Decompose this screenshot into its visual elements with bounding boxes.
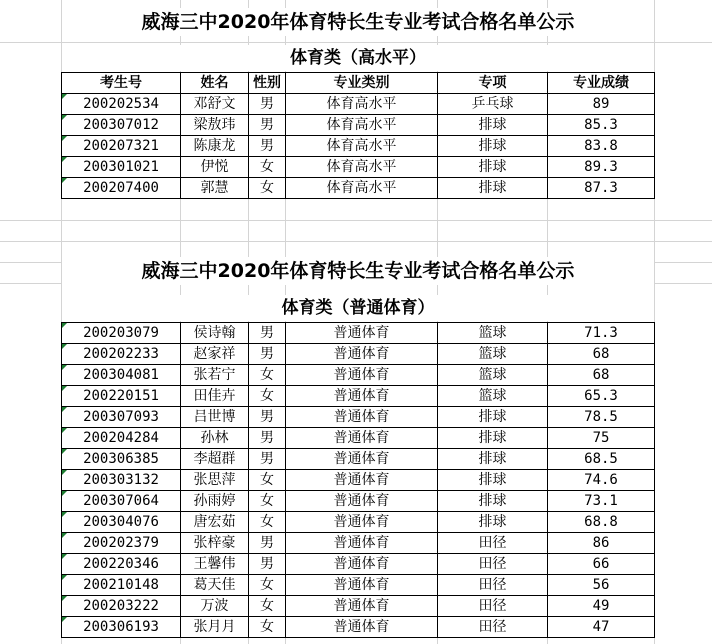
cell-category[interactable]: 普通体育 [286,533,438,554]
cell-exam-id[interactable]: 200307064 [62,491,181,512]
cell-score[interactable]: 68 [548,344,655,365]
cell-sport[interactable]: 排球 [438,407,548,428]
cell-sport[interactable]: 田径 [438,533,548,554]
table-header-row [62,73,655,94]
table-row [62,136,655,157]
cell-sport[interactable]: 排球 [438,428,548,449]
cell-gender[interactable]: 男 [249,115,286,136]
header-name[interactable]: 姓名 [181,73,249,94]
cell-category[interactable]: 普通体育 [286,470,438,491]
cell-name[interactable]: 王馨伟 [181,554,249,575]
table-row [62,178,655,199]
section1-title: 威海三中2020年体育特长生专业考试合格名单公示 [62,8,654,36]
cell-category[interactable]: 普通体育 [286,365,438,386]
cell-name[interactable]: 葛天佳 [181,575,249,596]
sheet-gridline [0,42,712,43]
cell-score[interactable]: 68.5 [548,449,655,470]
cell-category[interactable]: 普通体育 [286,617,438,638]
cell-gender[interactable]: 男 [249,344,286,365]
cell-score[interactable]: 65.3 [548,386,655,407]
cell-exam-id[interactable]: 200304081 [62,365,181,386]
cell-name[interactable]: 孙雨婷 [181,491,249,512]
cell-exam-id[interactable]: 200220346 [62,554,181,575]
cell-score[interactable]: 75 [548,428,655,449]
cell-score[interactable]: 85.3 [548,115,655,136]
cell-name[interactable]: 张月月 [181,617,249,638]
sheet-gridline [0,220,712,221]
table-row [62,533,655,554]
cell-category[interactable]: 体育高水平 [286,94,438,115]
table-row [62,470,655,491]
cell-exam-id[interactable]: 200203079 [62,323,181,344]
table-row [62,407,655,428]
section1-table [61,72,655,199]
table-row [62,554,655,575]
cell-gender[interactable]: 男 [249,407,286,428]
cell-exam-id[interactable]: 200202534 [62,94,181,115]
cell-gender[interactable]: 女 [249,470,286,491]
cell-name[interactable]: 田佳卉 [181,386,249,407]
table-row [62,94,655,115]
cell-exam-id[interactable]: 200210148 [62,575,181,596]
table-row [62,512,655,533]
section1-subtitle: 体育类（高水平） [62,45,654,71]
cell-gender[interactable]: 女 [249,157,286,178]
cell-score[interactable]: 86 [548,533,655,554]
cell-category[interactable]: 普通体育 [286,344,438,365]
table-row [62,157,655,178]
cell-category[interactable]: 体育高水平 [286,136,438,157]
cell-gender[interactable]: 女 [249,386,286,407]
cell-exam-id[interactable]: 200303132 [62,470,181,491]
cell-category[interactable]: 体育高水平 [286,115,438,136]
cell-category[interactable]: 普通体育 [286,575,438,596]
section2-title: 威海三中2020年体育特长生专业考试合格名单公示 [62,257,654,285]
cell-sport[interactable]: 排球 [438,115,548,136]
cell-name[interactable]: 陈康龙 [181,136,249,157]
cell-sport[interactable]: 排球 [438,470,548,491]
section2-subtitle: 体育类（普通体育） [62,295,654,321]
cell-exam-id[interactable]: 200202379 [62,533,181,554]
cell-name[interactable]: 侯诗翰 [181,323,249,344]
cell-score[interactable]: 89.3 [548,157,655,178]
table-row [62,449,655,470]
cell-gender[interactable]: 男 [249,449,286,470]
cell-sport[interactable]: 篮球 [438,386,548,407]
cell-name[interactable]: 万波 [181,596,249,617]
cell-name[interactable]: 赵家祥 [181,344,249,365]
table-row [62,323,655,344]
cell-category[interactable]: 普通体育 [286,554,438,575]
header-sport[interactable]: 专项 [438,73,548,94]
cell-name[interactable]: 张若宁 [181,365,249,386]
cell-gender[interactable]: 男 [249,554,286,575]
table-row [62,596,655,617]
cell-name[interactable]: 梁敖玮 [181,115,249,136]
cell-gender[interactable]: 女 [249,617,286,638]
cell-score[interactable]: 83.8 [548,136,655,157]
cell-name[interactable]: 孙林 [181,428,249,449]
cell-sport[interactable]: 田径 [438,596,548,617]
cell-name[interactable]: 张思萍 [181,470,249,491]
cell-score[interactable]: 68.8 [548,512,655,533]
cell-score[interactable]: 68 [548,365,655,386]
sheet-gridline [0,241,712,242]
cell-gender[interactable]: 男 [249,94,286,115]
header-category[interactable]: 专业类别 [286,73,438,94]
cell-category[interactable]: 普通体育 [286,428,438,449]
cell-exam-id[interactable]: 200207321 [62,136,181,157]
cell-name[interactable]: 郭慧 [181,178,249,199]
table-row [62,575,655,596]
cell-sport[interactable]: 篮球 [438,365,548,386]
cell-sport[interactable]: 排球 [438,136,548,157]
cell-score[interactable]: 66 [548,554,655,575]
cell-exam-id[interactable]: 200207400 [62,178,181,199]
cell-score[interactable]: 89 [548,94,655,115]
cell-category[interactable]: 普通体育 [286,386,438,407]
cell-score[interactable]: 71.3 [548,323,655,344]
cell-sport[interactable]: 排球 [438,178,548,199]
cell-gender[interactable]: 女 [249,596,286,617]
header-exam-id[interactable]: 考生号 [62,73,181,94]
cell-name[interactable]: 邓舒文 [181,94,249,115]
cell-category[interactable]: 体育高水平 [286,157,438,178]
cell-exam-id[interactable]: 200204284 [62,428,181,449]
cell-sport[interactable]: 篮球 [438,323,548,344]
cell-category[interactable]: 普通体育 [286,491,438,512]
cell-category[interactable]: 普通体育 [286,407,438,428]
cell-name[interactable]: 张梓豪 [181,533,249,554]
cell-sport[interactable]: 乒乓球 [438,94,548,115]
cell-category[interactable]: 普通体育 [286,596,438,617]
header-score[interactable]: 专业成绩 [548,73,655,94]
cell-sport[interactable]: 田径 [438,575,548,596]
cell-exam-id[interactable]: 200307093 [62,407,181,428]
cell-score[interactable]: 49 [548,596,655,617]
cell-exam-id[interactable]: 200304076 [62,512,181,533]
cell-score[interactable]: 56 [548,575,655,596]
cell-name[interactable]: 吕世博 [181,407,249,428]
cell-sport[interactable]: 田径 [438,617,548,638]
cell-exam-id[interactable]: 200203222 [62,596,181,617]
cell-gender[interactable]: 女 [249,512,286,533]
table-row [62,491,655,512]
cell-sport[interactable]: 田径 [438,554,548,575]
cell-name[interactable]: 唐宏茹 [181,512,249,533]
cell-exam-id[interactable]: 200220151 [62,386,181,407]
cell-sport[interactable]: 排球 [438,512,548,533]
cell-score[interactable]: 74.6 [548,470,655,491]
cell-gender[interactable]: 女 [249,178,286,199]
table-row [62,365,655,386]
cell-exam-id[interactable]: 200306385 [62,449,181,470]
section2-table [61,322,655,638]
table-row [62,115,655,136]
cell-category[interactable]: 普通体育 [286,323,438,344]
cell-category[interactable]: 普通体育 [286,449,438,470]
table-row [62,386,655,407]
cell-score[interactable]: 78.5 [548,407,655,428]
cell-exam-id[interactable]: 200306193 [62,617,181,638]
cell-name[interactable]: 李超群 [181,449,249,470]
cell-exam-id[interactable]: 200202233 [62,344,181,365]
cell-category[interactable]: 体育高水平 [286,178,438,199]
cell-gender[interactable]: 女 [249,365,286,386]
cell-gender[interactable]: 男 [249,323,286,344]
cell-name[interactable]: 伊悦 [181,157,249,178]
cell-score[interactable]: 87.3 [548,178,655,199]
table-row [62,617,655,638]
cell-sport[interactable]: 排球 [438,157,548,178]
cell-category[interactable]: 普通体育 [286,512,438,533]
table-row [62,428,655,449]
cell-sport[interactable]: 篮球 [438,344,548,365]
cell-gender[interactable]: 女 [249,491,286,512]
cell-sport[interactable]: 排球 [438,449,548,470]
cell-sport[interactable]: 排球 [438,491,548,512]
cell-score[interactable]: 73.1 [548,491,655,512]
table-row [62,344,655,365]
header-gender[interactable]: 性别 [249,73,286,94]
cell-exam-id[interactable]: 200301021 [62,157,181,178]
cell-gender[interactable]: 男 [249,428,286,449]
cell-exam-id[interactable]: 200307012 [62,115,181,136]
cell-gender[interactable]: 男 [249,533,286,554]
cell-gender[interactable]: 女 [249,575,286,596]
cell-gender[interactable]: 男 [249,136,286,157]
cell-score[interactable]: 47 [548,617,655,638]
